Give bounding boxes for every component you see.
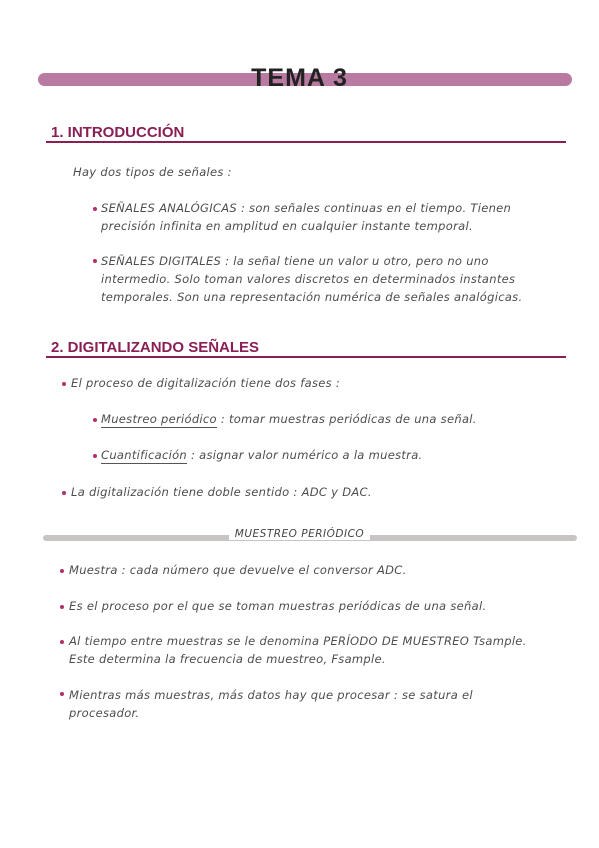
bullet-dot — [93, 259, 97, 263]
digitization-phases: El proceso de digitalización tiene dos fases : — [71, 376, 341, 390]
sampling-process: Es el proceso por el que se toman muestras periódicas de una señal. — [69, 599, 487, 613]
bullet-dot — [60, 605, 64, 609]
section-1-intro: Hay dos tipos de señales : — [73, 165, 232, 179]
digital-signals-line-1: SEÑALES DIGITALES : la señal tiene un valor u otro, pero no uno — [101, 254, 489, 268]
digital-signals-line-2: intermedio. Solo toman valores discretos en determinados instantes — [101, 272, 516, 286]
section-2-heading: 2. DIGITALIZANDO SEÑALES — [51, 339, 260, 356]
page-title: TEMA 3 — [251, 64, 348, 92]
adc-dac-bullet: La digitalización tiene doble sentido : ADC y DAC. — [71, 485, 372, 499]
bullet-dot — [93, 207, 97, 211]
sampling-period-line-1: Al tiempo entre muestras se le denomina PERÍODO DE MUESTREO Tsample. — [69, 634, 527, 648]
section-1-underline — [46, 141, 566, 143]
digital-signals-line-3: temporales. Son una representación numérica de señales analógicas. — [101, 290, 523, 304]
periodic-sampling-definition: : tomar muestras periódicas de una señal. — [216, 412, 477, 426]
periodic-sampling-term: Muestreo periódico — [101, 412, 217, 426]
sample-definition: Muestra : cada número que devuelve el conversor ADC. — [69, 563, 407, 577]
subsection-label-wrap — [0, 528, 599, 540]
analog-signals-line-1: SEÑALES ANALÓGICAS : son señales continuas en el tiempo. Tienen — [101, 201, 512, 215]
bullet-dot — [60, 640, 64, 644]
bullet-dot — [60, 569, 64, 573]
bullet-dot — [60, 692, 64, 696]
quantization-item — [101, 446, 423, 464]
section-1-heading: 1. INTRODUCCIÓN — [51, 124, 185, 141]
bullet-dot — [62, 382, 66, 386]
quantization-term: Cuantificación — [101, 448, 188, 462]
section-2-underline — [46, 356, 566, 358]
sampling-period-line-2: Este determina la frecuencia de muestreo, Fsample. — [69, 652, 386, 666]
more-samples-line-1: Mientras más muestras, más datos hay que procesar : se satura el — [69, 688, 473, 702]
more-samples-line-2: procesador. — [69, 706, 140, 720]
analog-signals-line-2: precisión infinita en amplitud en cualquier instante temporal. — [101, 219, 473, 233]
subsection-label: MUESTREO PERIÓDICO — [229, 528, 370, 540]
bullet-dot — [62, 491, 66, 495]
periodic-sampling-item — [101, 410, 477, 428]
bullet-dot — [93, 418, 97, 422]
quantization-definition: : asignar valor numérico a la muestra. — [187, 448, 423, 462]
bullet-dot — [93, 454, 97, 458]
